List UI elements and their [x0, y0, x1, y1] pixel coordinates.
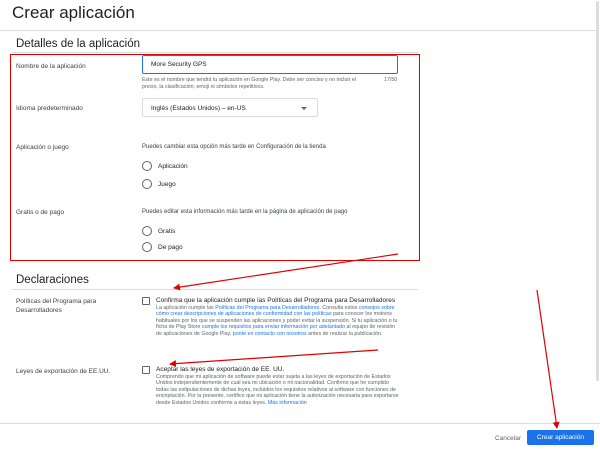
chevron-down-icon — [301, 107, 307, 110]
policies-label-line1: Políticas del Programa para — [16, 298, 97, 305]
policies-checkbox[interactable] — [142, 297, 150, 305]
policies-desc-text-5: antes de realizar la publicación. — [306, 330, 383, 337]
arrow-to-export-checkbox — [170, 350, 378, 364]
language-select[interactable] — [142, 98, 318, 117]
free-or-paid-description: Puedes editar esta información más tarde en la página de aplicación de pago — [142, 209, 348, 215]
radio-paid-label: De pago — [158, 244, 183, 251]
declarations-section-divider — [12, 289, 418, 290]
create-app-button[interactable]: Crear aplicación — [527, 430, 594, 445]
page-title: Crear aplicación — [12, 3, 135, 22]
radio-free-label: Gratis — [158, 228, 176, 235]
free-or-paid-label: Gratis o de pago — [16, 209, 65, 216]
app-name-label: Nombre de la aplicación — [16, 63, 86, 70]
radio-app[interactable] — [142, 161, 152, 171]
policies-link[interactable]: Políticas del Programa para Desarrolladores — [215, 305, 320, 311]
policies-checkbox-label: Confirma que la aplicación cumple las Políticas del Programa para Desarrolladores — [156, 297, 396, 304]
radio-app-label: Aplicación — [158, 163, 188, 170]
policies-label — [16, 297, 96, 315]
language-select-value: Inglés (Estados Unidos) – en-US — [151, 105, 246, 112]
app-or-game-description: Puedes cambiar esta opción más tarde en Configuración de la tienda — [142, 144, 326, 150]
policies-desc-text-2: . Consulta estos — [319, 305, 359, 311]
policies-desc-text-1: La aplicación cumple las — [156, 305, 216, 311]
cancel-button[interactable]: Cancelar — [488, 431, 528, 445]
language-label: Idioma predeterminado — [16, 105, 83, 112]
details-section-title: Detalles de la aplicación — [16, 38, 141, 50]
policies-desc-text-3: para conocer los motivos habituales por los que se suspenden las aplicaciones y poder evitar la suspensión. Si tu aplicación o tu ficha de Play Store — [156, 311, 398, 331]
title-divider — [0, 30, 600, 31]
export-label: Leyes de exportación de EE.UU. — [16, 368, 111, 375]
policies-desc-text-4: al equipo de revisión de aplicaciones de Google Play, — [156, 324, 396, 337]
radio-game[interactable] — [142, 179, 152, 189]
export-checkbox-label: Aceptar las leyes de exportación de EE. UU. — [156, 366, 285, 373]
export-desc-text: Comprendo que mi aplicación de software puede estar sujeta a las leyes de exportación de Estados Unidos independientemente de cuál sea mi ubicación o mi nacionalidad. Confirmo que he cumplido todas las estipulaciones de dichas leyes, incluidos los requisitos relativos al software con funciones de encriptación. Por la presente, certifico que mi aplicación tiene la autorización necesaria para exportarse desde Estados Unidos conforme a estas leyes. — [156, 374, 399, 406]
policies-requirements-link[interactable]: cumple los requisitos para enviar información por adelantado — [201, 324, 346, 331]
details-section-divider — [12, 52, 418, 53]
scrollbar-thumb[interactable] — [596, 1, 599, 381]
export-checkbox[interactable] — [142, 366, 150, 374]
footer-divider — [0, 423, 600, 424]
policies-contact-link[interactable]: ponte en contacto con nosotros — [232, 330, 307, 337]
app-name-helper: Este es el nombre que tendrá tu aplicación en Google Play. Debe ser conciso y no incluir el precio, la clasificación, emoji ni símbolos repetitivos. — [142, 77, 356, 90]
app-name-input[interactable] — [142, 55, 398, 74]
policies-label-line2: Desarrolladores — [16, 307, 62, 314]
radio-paid[interactable] — [142, 242, 152, 252]
arrow-to-create-button — [537, 290, 557, 428]
export-description — [156, 374, 402, 406]
policies-description — [156, 305, 402, 337]
export-more-info-link[interactable]: Más información — [267, 399, 307, 406]
radio-free[interactable] — [142, 226, 152, 236]
policies-tips-link[interactable]: consejos sobre cómo crear descripciones de aplicaciones de conformidad con las políticas — [156, 305, 395, 318]
declarations-section-title: Declaraciones — [16, 274, 89, 286]
app-or-game-label: Aplicación o juego — [16, 144, 69, 151]
app-name-counter: 17/50 — [384, 77, 398, 83]
radio-game-label: Juego — [158, 181, 176, 188]
